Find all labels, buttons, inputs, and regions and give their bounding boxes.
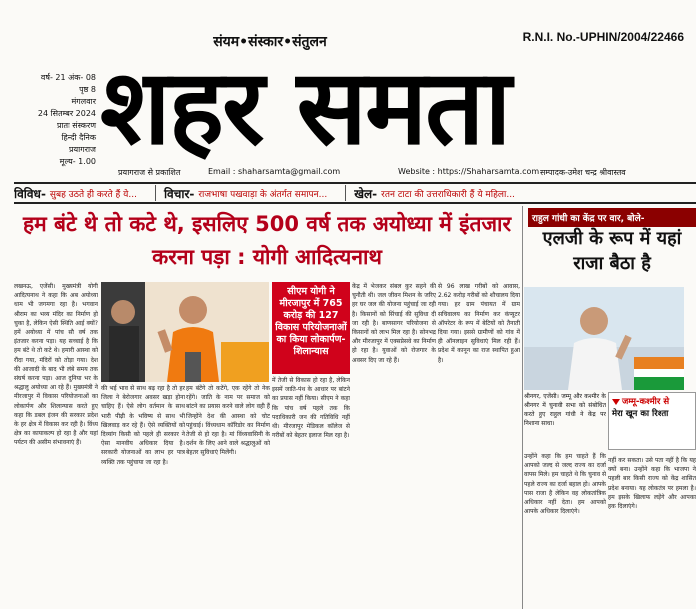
- edition-info-line: मूल्य- 1.00: [59, 157, 96, 166]
- side-story-column: उन्होंने कहा कि हम चाहते हैं कि आपको जल्द से जल्द राज्य का दर्जा वापस मिले। हम चाहते थे कि चुनाव से पहले राज्य का दर्जा बहाल हो। आपके पास राजा है लेकिन वह लोकतांत्रिक अधिकार नहीं देता। हम आपको आपके अधिकार दिलाएंगे।: [524, 453, 606, 516]
- main-headline: हम बंटे थे तो कटे थे, इसलिए 500 वर्ष तक अयोध्या में इंतजार करना पड़ा : योगी आदित्यनाथ: [22, 212, 512, 269]
- edition-info-line: पृष्ठ 8: [79, 85, 96, 94]
- yogi-speech-photo: [101, 282, 269, 382]
- edition-info-line: प्रयागराज: [68, 145, 96, 154]
- ticker-divider: [345, 185, 346, 201]
- edition-info: [14, 72, 102, 168]
- speaker-illustration: [524, 287, 684, 390]
- edition-info-line: हिन्दी दैनिक: [61, 133, 96, 142]
- masthead-meta: [0, 164, 696, 180]
- edition-info-line: मंगलवार: [71, 97, 96, 106]
- article-column: केंद्र में भेजकर संबल कुर सहने की चुनौती थी। जल जीवन मिशन के जरिए हर घर जल की योजना पहुंचाई जा रही है। किसानों को सिंचाई की सुविधा दी जा रही है। बाणसागर परियोजना से किसानों को लाभ मिल रहा है। सोनभद्र और मीरजापुर में एक्सप्रेसवे का निर्माण हो रहा है। युवाओं को रोजगार के अवसर दिए जा रहे हैं।: [352, 283, 436, 364]
- side-story-column: नहीं कर सकता। उसे पता नहीं है कि यह क्यों बना। उन्होंने कहा कि भाजपा ने पहली बार किसी राज्य को केंद्र शासित प्रदेश बनाया। यह लोकतंत्र पर हमला है। हम इसके खिलाफ लड़ेंगे और आपका हक दिलाएंगे।: [608, 457, 696, 511]
- editor-name: सम्पादक-उमेश चन्द्र श्रीवास्तव: [540, 168, 626, 177]
- speaker-illustration: [101, 282, 269, 382]
- rahul-gandhi-photo: [524, 287, 684, 390]
- side-story-column: श्रीनगर, एजेंसी। जम्मू और कश्मीर के श्रीनगर में चुनावी सभा को संबोधित करते हुए राहुल गांधी ने केंद्र पर निशाना साधा।: [524, 393, 606, 427]
- publisher-place: प्रयागराज से प्रकाशित: [118, 168, 181, 177]
- article-column: की भई भाव से साथ बढ़ रहा है तो हर जिला ने बेरोजगार अवसर खड़ा होना चाहिए हैं। ऐसे लोग वर्तमान के साथ भारी पीढ़ी के भविष्य से साथ भी खिलवाड़ कर रहे हैं। ऐसे व्यक्तियों को दिव्यांग किसी को पहले ही सरकार ने ऐसा मानवीय अधिकार दिया है। सरकारी योजनाओं का लाभ हर पात्र व्यक्ति तक पहुंचाया जा रहा है।: [101, 385, 185, 466]
- edition-info-line: प्रातः संस्करण: [56, 121, 96, 130]
- triangle-marker-icon: [612, 399, 620, 405]
- side-story-kicker: राहुल गांधी का केंद्र पर वार, बोले-: [528, 208, 696, 227]
- article-column: में तेजी से विकास हो रहा है, लेकिन इसमें जाति-पंथ के आधार पर बांटने का प्रयास नहीं किया। सीएम ने कहा कि पांच वर्ष पहले तक कि पदाधिकारी जन की गतिविधि नहीं थी। मीरजापुर मेडिकल कॉलेज से गरीबों को बेहतर इलाज मिल रहा है।: [272, 377, 350, 440]
- article-column: लखनऊ, एजेंसी। मुख्यमंत्री योगी आदित्यनाथ ने कहा कि अब अयोध्या धाम भी जगमगा रहा है। भगवान श्रीराम का भव्य मंदिर का निर्माण हो चुका है, लेकिन ऐसी स्थिति आई क्यों? हमें अयोध्या में पांच सौ वर्ष तक इंतजार करना पड़ा। यह सच्चाई है कि हम बंटे थे तो कटे थे। हमारी आस्था को रौंदा गया, मंदिरों को तोड़ा गया। देश की आजादी के बाद भी लंबे समय तक संघर्ष करना पड़ा। आज दुनिया भर के श्रद्धालु अयोध्या आ रहे हैं। मुख्यमंत्री ने मीरजापुर में विकास परियोजनाओं का लोकार्पण और शिलान्यास करते हुए कहा कि डबल इंजन की सरकार प्रदेश के हर क्षेत्र में विकास कर रही है। विंध्य क्षेत्र का कायाकल्प हो रहा है और यहां पर्यटन की असीम संभावनाएं हैं।: [14, 283, 98, 447]
- masthead-tagline: संयम•संस्कार•संतुलन: [213, 34, 327, 50]
- ticker-label-vividh: विविध-: [14, 186, 46, 201]
- related-story-subtitle: मेरा खून का रिश्ता: [612, 409, 669, 419]
- edition-info-line: वर्ष- 21 अंक- 08: [40, 73, 96, 82]
- rni-number: R.N.I. No.-UPHIN/2004/22466: [522, 30, 684, 44]
- edition-info-line: 24 सितम्बर 2024: [37, 109, 96, 118]
- ticker-divider: [155, 185, 156, 201]
- email-link[interactable]: Email : shaharsamta@gmail.com: [208, 167, 341, 176]
- ticker-link-khel[interactable]: रतन टाटा की उत्तराधिकारी हैं ये महिला...: [381, 189, 515, 200]
- ticker-link-vichar[interactable]: राजभाषा पखवाड़ा के अंतर्गत समापन...: [198, 189, 328, 200]
- ticker-label-khel: खेल-: [354, 186, 378, 201]
- related-story-title: [609, 393, 695, 408]
- side-story-headline: एलजी के रूप में यहां राजा बैठा है: [542, 228, 682, 274]
- related-story-title-text: जम्मू-कश्मीर से: [622, 397, 670, 407]
- article-column: से 96 लाख गरीबों को आवास, 2.62 करोड़ गरीबों को शौचालय दिया गया। हर ग्राम पंचायत में ग्राम सचिवालय का निर्माण कर कंप्यूटर ऑपरेटर के रूप में बेटियों को तैनाती दिया गया। इससे ग्रामीणों को गांव में ही ऑनलाइन सुविधाएं मिल रही हैं। प्रदेश में कानून का राज स्थापित हुआ है।: [438, 283, 520, 364]
- ticker-label-vichar: विचार-: [163, 186, 195, 201]
- highlight-box: सीएम योगी ने मीरजापुर में 765 करोड़ की 127 विकास परियोजनाओं का किया लोकार्पण-शिलान्यास: [272, 282, 350, 374]
- ticker-link-vividh[interactable]: सुबह उठते ही करते हैं ये...: [49, 189, 137, 200]
- article-column: हम बंटेंगे तो कटेंगे, एक रहेंगे तो नेक रहेंगे। जाति के नाम पर समाज को बांटने का प्रयास करने वाले लोग वही हैं जिन्होंने देश की आस्था को चोट पहुंचाई। विंध्यधाम कॉरिडोर का निर्माण तेजी से हो रहा है। मां विंध्यवासिनी के दर्शन के लिए आने वाले श्रद्धालुओं को बेहतर सुविधाएं मिलेंगी।: [186, 385, 270, 457]
- website-link[interactable]: Website : https://Shaharsamta.com: [398, 167, 540, 176]
- related-story-box[interactable]: [608, 392, 696, 450]
- newspaper-logo: शहर समता: [100, 52, 510, 162]
- section-ticker: [14, 182, 696, 204]
- column-divider: [522, 206, 523, 609]
